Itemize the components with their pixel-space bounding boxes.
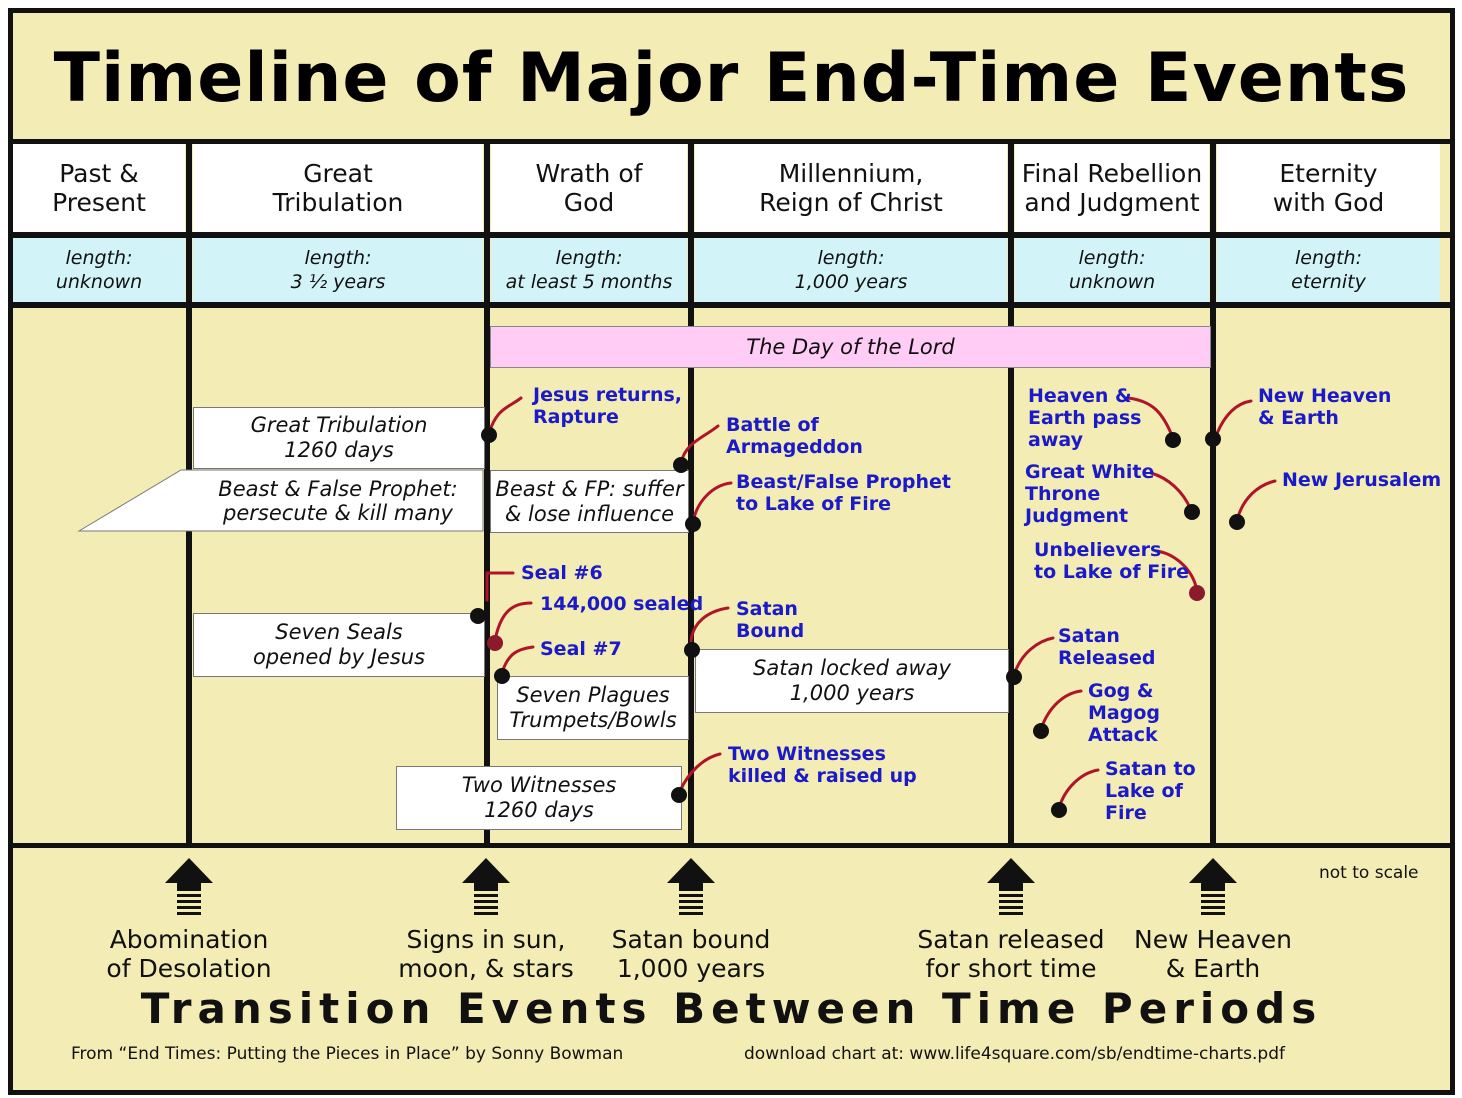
transition-text: Abomination <box>109 925 269 954</box>
event-text: Bound <box>736 620 805 642</box>
download-text: download chart at: www.life4square.com/sb/endtime-charts.pdf <box>744 1044 1285 1064</box>
transition-abomination <box>89 925 289 983</box>
event-text: killed & raised up <box>728 765 917 787</box>
transition-arrow-3 <box>667 858 715 915</box>
span-label: Trumpets/Bowls <box>509 708 677 732</box>
period-name-line: God <box>563 188 615 217</box>
event-text: to Lake of Fire <box>1034 561 1189 583</box>
event-text: Armageddon <box>726 436 863 458</box>
transition-new-heaven <box>1113 925 1313 983</box>
event-text: to Lake of Fire <box>736 493 891 515</box>
span-label: 1,000 years <box>789 681 915 705</box>
event-seal6: Seal #6 <box>521 562 603 584</box>
length-value: 1,000 years <box>794 271 908 293</box>
transition-text: 1,000 years <box>616 954 766 983</box>
event-text: Battle of <box>726 414 819 436</box>
span-label: 1260 days <box>484 798 594 822</box>
period-name-line: Reign of Christ <box>759 188 943 217</box>
event-text: Throne <box>1025 483 1101 505</box>
event-text: Lake of <box>1105 780 1183 802</box>
transition-satan-released <box>906 925 1116 983</box>
period-name-line: Millennium, <box>778 159 924 188</box>
transition-arrow-4 <box>987 858 1035 915</box>
span-label: persecute & kill many <box>223 501 453 525</box>
length-label: length: <box>555 247 623 269</box>
period-name-line: with God <box>1272 188 1385 217</box>
period-name-line: Present <box>52 188 146 217</box>
not-to-scale-note: not to scale <box>1319 863 1419 883</box>
span-label: Beast & FP: suffer <box>495 476 684 501</box>
transition-text: Signs in sun, <box>406 925 566 954</box>
period-name-line: Wrath of <box>535 159 643 188</box>
period-name-line: Past & <box>59 159 139 188</box>
chart-title: Timeline of Major End-Time Events <box>53 39 1410 118</box>
length-value: at least 5 months <box>505 271 673 293</box>
event-new-jerusalem: New Jerusalem <box>1282 469 1442 491</box>
event-text: Beast/False Prophet <box>736 471 951 493</box>
event-text: Satan to <box>1105 758 1196 780</box>
span-label: & lose influence <box>505 501 674 526</box>
length-label: length: <box>1078 247 1146 269</box>
event-text: Judgment <box>1025 505 1129 527</box>
transition-arrow-2 <box>462 858 510 915</box>
event-text: Two Witnesses <box>728 743 886 765</box>
event-text: Rapture <box>533 406 619 428</box>
span-label: Satan locked away <box>753 656 951 680</box>
length-value: unknown <box>55 271 143 293</box>
period-name-line: Final Rebellion <box>1021 159 1203 188</box>
transition-text: Satan released <box>917 925 1105 954</box>
transition-satan-bound <box>591 925 791 983</box>
event-text: Satan <box>1058 625 1120 647</box>
length-value: eternity <box>1291 271 1366 293</box>
transition-title: Transition Events Between Time Periods <box>140 984 1323 1033</box>
event-text: Heaven & <box>1028 385 1132 407</box>
event-text: Fire <box>1105 802 1147 824</box>
transition-arrow-1 <box>165 858 213 915</box>
transition-text: New Heaven <box>1134 925 1292 954</box>
length-label: length: <box>304 247 372 269</box>
event-text: Satan <box>736 598 798 620</box>
period-name-line: and Judgment <box>1024 188 1200 217</box>
event-text: Earth pass <box>1028 407 1142 429</box>
day-of-the-lord-band: The Day of the Lord <box>490 326 1211 368</box>
event-seal7: Seal #7 <box>540 638 622 660</box>
span-label: 1260 days <box>284 438 394 462</box>
length-label: length: <box>65 247 133 269</box>
span-label: Beast & False Prophet: <box>218 477 458 501</box>
credit-text: From “End Times: Putting the Pieces in Place” by Sonny Bowman <box>71 1044 624 1064</box>
event-text: & Earth <box>1258 407 1339 429</box>
span-label: opened by Jesus <box>252 645 426 669</box>
length-label: length: <box>817 247 885 269</box>
event-text: Unbelievers <box>1034 539 1162 561</box>
length-label: length: <box>1295 247 1362 269</box>
transition-text: of Desolation <box>106 954 272 983</box>
transition-signs <box>386 925 586 983</box>
event-text: away <box>1028 429 1083 451</box>
event-text: Released <box>1058 647 1156 669</box>
transition-arrow-5 <box>1189 858 1237 915</box>
event-text: Great White <box>1025 461 1155 483</box>
period-name-line: Great <box>303 159 373 188</box>
span-label: Seven Plagues <box>516 683 670 707</box>
transition-text: for short time <box>925 954 1097 983</box>
span-label: Seven Seals <box>275 620 403 644</box>
length-value: unknown <box>1068 271 1156 293</box>
transition-text: moon, & stars <box>398 954 574 983</box>
period-name-line: Tribulation <box>272 188 404 217</box>
event-text: New Heaven <box>1258 385 1392 407</box>
event-text: Gog & <box>1088 680 1154 702</box>
event-text: Magog <box>1088 702 1160 724</box>
length-value: 3 ½ years <box>290 271 386 293</box>
span-label: Two Witnesses <box>461 773 617 797</box>
event-144000-sealed: 144,000 sealed <box>540 593 704 615</box>
span-label: Great Tribulation <box>250 413 428 437</box>
transition-text: Satan bound <box>611 925 771 954</box>
event-text: Jesus returns, <box>533 384 683 406</box>
period-name-line: Eternity <box>1279 159 1378 188</box>
chart-frame <box>8 8 1455 1095</box>
event-text: Attack <box>1088 724 1158 746</box>
transition-text: & Earth <box>1165 954 1261 983</box>
